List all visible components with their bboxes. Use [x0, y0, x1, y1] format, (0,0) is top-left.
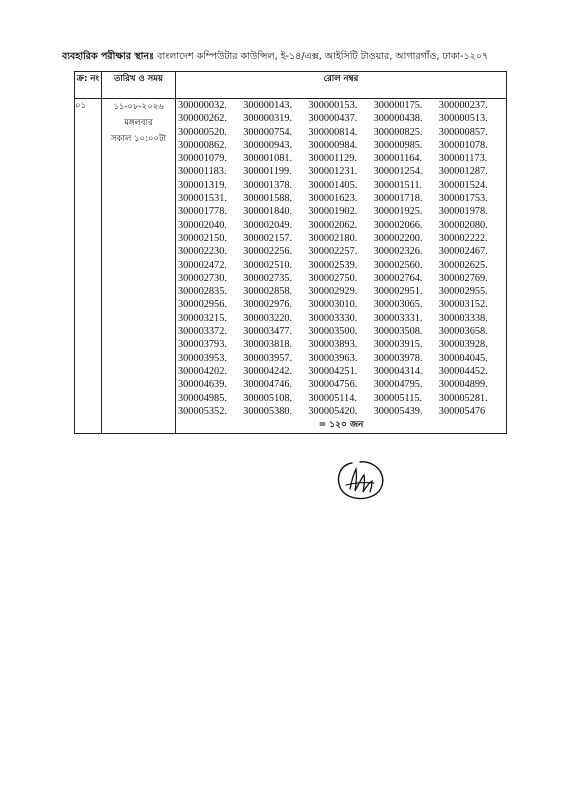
roll-number: 300003500. — [308, 326, 358, 338]
roll-number: 300002062. — [308, 219, 358, 231]
roll-number: 300001231. — [308, 166, 358, 178]
roll-number: 300001588. — [243, 193, 293, 205]
exam-venue-line — [62, 50, 512, 65]
roll-number: 300003338. — [438, 312, 488, 324]
roll-number: 300000175. — [373, 100, 423, 111]
roll-number: 300001978. — [438, 206, 488, 218]
table-header-row — [75, 72, 507, 99]
roll-number: 300002976. — [243, 299, 293, 311]
roll-number: 300001511. — [373, 179, 423, 191]
roll-number: 300005380. — [243, 405, 293, 417]
roll-number: 300002256. — [243, 246, 293, 258]
header-serial: ক্র: নং — [75, 72, 102, 99]
roll-number: 300003818. — [243, 339, 293, 351]
roll-number: 300002929. — [308, 286, 358, 298]
roll-number: 300004314. — [373, 365, 423, 377]
roll-number: 300005114. — [308, 392, 357, 404]
exam-date: ১১-০৮-২০২৬ — [113, 102, 164, 112]
roll-number: 300002750. — [308, 272, 358, 284]
roll-number: 300000319. — [243, 113, 293, 125]
roll-number: 300001778. — [178, 206, 227, 218]
roll-number: 300001902. — [308, 206, 358, 218]
roll-number: 300000262. — [178, 113, 227, 125]
roll-number: 300002180. — [308, 232, 358, 244]
roll-number: 300002951. — [373, 286, 423, 298]
roll-number: 300004242. — [243, 365, 293, 377]
roll-number: 300001319. — [178, 179, 227, 191]
exam-day: মঙ্গলবার — [124, 118, 153, 128]
total-count: = ১২০ জন — [318, 420, 364, 431]
roll-number: 300004746. — [243, 379, 293, 391]
roll-number: 300002858. — [243, 286, 293, 298]
roll-number: 300005439. — [373, 405, 423, 417]
roll-number: 300004251. — [308, 365, 358, 377]
roll-number: 300002080. — [438, 219, 488, 231]
roll-number: 300004795. — [373, 379, 423, 391]
exam-time: সকাল ১০:০০টা — [110, 134, 167, 144]
roll-number: 300003152. — [438, 299, 488, 311]
signature-icon — [330, 455, 390, 505]
roll-number: 300005281. — [438, 392, 488, 404]
roll-number: 300003978. — [373, 352, 423, 364]
roll-number: 300004202. — [178, 365, 227, 377]
roll-numbers-cell — [176, 99, 507, 434]
roll-number: 300002467. — [438, 246, 488, 258]
roll-number: 300001925. — [373, 206, 423, 218]
roll-number: 300000984. — [308, 139, 358, 151]
roll-number: 300002200. — [373, 232, 423, 244]
roll-number: 300005352. — [178, 405, 227, 417]
roll-number: 300003010. — [308, 299, 358, 311]
roll-number: 300001378. — [243, 179, 293, 191]
roll-number: 300000513. — [438, 113, 488, 125]
roll-number: 300002230. — [178, 246, 227, 258]
roll-number: 300003793. — [178, 339, 227, 351]
roll-number: 300003953. — [178, 352, 227, 364]
roll-number: 300001718. — [373, 193, 423, 205]
roll-number: 300000032. — [178, 100, 227, 111]
roll-number: 300000438. — [373, 113, 423, 125]
roll-number: 300002835. — [178, 286, 227, 298]
roll-number-grid — [176, 99, 506, 418]
roll-number: 300001164. — [373, 153, 423, 165]
roll-number: 300001287. — [438, 166, 488, 178]
roll-number: 300005476 — [438, 405, 486, 417]
roll-number: 300003372. — [178, 326, 227, 338]
roll-number: 300000520. — [178, 126, 227, 138]
roll-number: 300003957. — [243, 352, 293, 364]
roll-number: 300002472. — [178, 259, 227, 271]
roll-number: 300001183. — [178, 166, 227, 178]
roll-number: 300003215. — [178, 312, 227, 324]
roll-number: 300002769. — [438, 272, 488, 284]
roll-number: 300001753. — [438, 193, 488, 205]
roll-number: 300003508. — [373, 326, 423, 338]
roll-number: 300003893. — [308, 339, 358, 351]
roll-number: 300000814. — [308, 126, 358, 138]
roll-number: 300005115. — [373, 392, 423, 404]
roll-number-table — [74, 71, 507, 434]
roll-number: 300002510. — [243, 259, 293, 271]
roll-number: 300001531. — [178, 193, 227, 205]
roll-number: 300000153. — [308, 100, 358, 111]
roll-number: 300002049. — [243, 219, 293, 231]
roll-number: 300002257. — [308, 246, 358, 258]
roll-number: 300000754. — [243, 126, 293, 138]
serial-cell: ০১ — [75, 99, 102, 434]
roll-number: 300004899. — [438, 379, 488, 391]
roll-number: 300003331. — [373, 312, 423, 324]
roll-number: 300001078. — [438, 139, 488, 151]
roll-number: 300000825. — [373, 126, 423, 138]
venue-address: বাংলাদেশ কম্পিউটার কাউন্সিল, ই-১৪/এক্স, আইসিটি টাওয়ার, আগারগাঁও, ঢাকা-১২০৭ — [157, 51, 489, 62]
roll-number: 300003915. — [373, 339, 423, 351]
venue-label: ব্যবহারিক পরীক্ষার স্থানঃ — [62, 51, 155, 62]
roll-number: 300000862. — [178, 139, 227, 151]
roll-number: 300002066. — [373, 219, 423, 231]
roll-number: 300005108. — [243, 392, 293, 404]
roll-number: 300002222. — [438, 232, 488, 244]
roll-number: 300003963. — [308, 352, 358, 364]
roll-number: 300004639. — [178, 379, 227, 391]
roll-number: 300001623. — [308, 193, 358, 205]
roll-number: 300004756. — [308, 379, 358, 391]
roll-number: 300000237. — [438, 100, 488, 111]
roll-number: 300001254. — [373, 166, 423, 178]
roll-number: 300000985. — [373, 139, 423, 151]
roll-number: 300001079. — [178, 153, 227, 165]
roll-number: 300001199. — [243, 166, 292, 178]
roll-number: 300001173. — [438, 153, 488, 165]
roll-number: 300002764. — [373, 272, 423, 284]
roll-number: 300001129. — [308, 153, 357, 165]
table-row — [75, 99, 507, 434]
roll-number: 300004985. — [178, 392, 227, 404]
roll-number: 300002625. — [438, 259, 488, 271]
roll-number: 300001081. — [243, 153, 293, 165]
roll-number: 300002150. — [178, 232, 227, 244]
roll-number: 300003220. — [243, 312, 293, 324]
roll-number: 300000437. — [308, 113, 358, 125]
roll-number: 300000857. — [438, 126, 488, 138]
roll-number: 300004452. — [438, 365, 488, 377]
roll-number: 300002735. — [243, 272, 293, 284]
roll-number: 300004045. — [438, 352, 488, 364]
roll-number: 300002539. — [308, 259, 358, 271]
roll-number: 300000943. — [243, 139, 293, 151]
roll-number: 300003065. — [373, 299, 423, 311]
roll-number: 300002730. — [178, 272, 227, 284]
date-time-cell — [102, 99, 176, 434]
roll-number: 300003658. — [438, 326, 488, 338]
roll-number: 300002956. — [178, 299, 227, 311]
roll-number: 300003330. — [308, 312, 358, 324]
header-date-time: তারিখ ও সময় — [102, 72, 176, 99]
roll-number: 300003477. — [243, 326, 293, 338]
roll-number: 300002955. — [438, 286, 488, 298]
roll-number: 300002157. — [243, 232, 293, 244]
roll-number: 300002040. — [178, 219, 227, 231]
roll-number: 300003928. — [438, 339, 488, 351]
roll-number: 300002560. — [373, 259, 423, 271]
roll-number: 300005420. — [308, 405, 358, 417]
header-roll-numbers: রোল নম্বর — [176, 72, 507, 99]
roll-number: 300001524. — [438, 179, 488, 191]
roll-number: 300000143. — [243, 100, 293, 111]
roll-number: 300002326. — [373, 246, 423, 258]
roll-number: 300001840. — [243, 206, 293, 218]
roll-number: 300001405. — [308, 179, 358, 191]
